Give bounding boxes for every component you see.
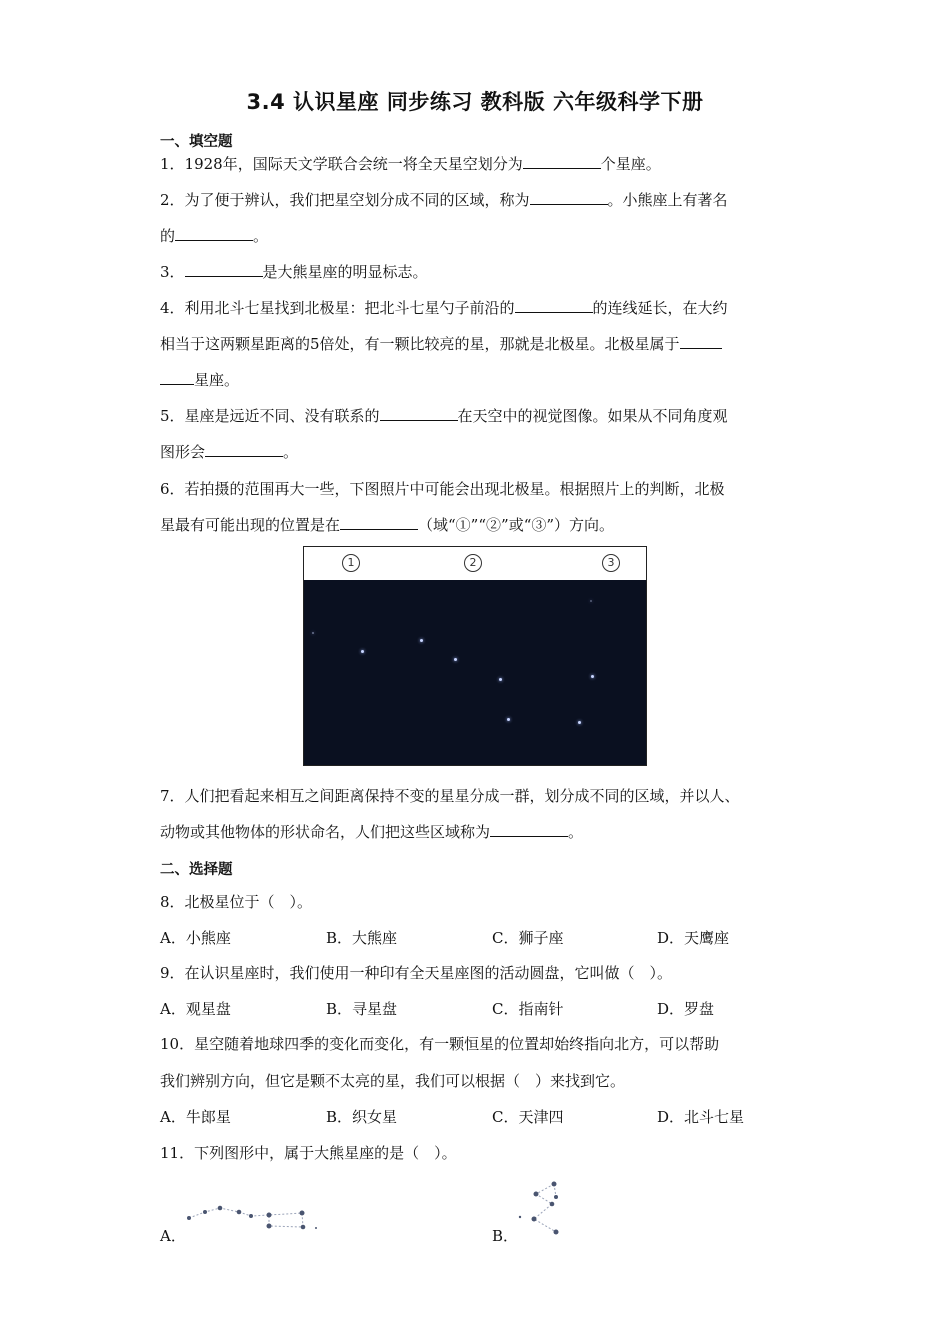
star	[203, 1210, 207, 1214]
star	[249, 1214, 253, 1218]
q10-option-c[interactable]: C．天津四	[492, 1108, 564, 1126]
q10-option-b[interactable]: B．织女星	[326, 1108, 398, 1126]
question-2: 2．为了便于辨认，我们把星空划分成不同的区域，称为 。小熊座上有著名	[160, 191, 728, 209]
star	[499, 678, 502, 681]
star	[454, 658, 457, 661]
star	[534, 1192, 539, 1197]
star	[552, 1182, 557, 1187]
star	[420, 639, 423, 642]
star	[237, 1210, 242, 1215]
answer-blank[interactable]	[490, 821, 568, 837]
q8-option-a[interactable]: A．小熊座	[160, 929, 231, 947]
answer-blank[interactable]	[515, 297, 593, 313]
region-marker-3: 3	[602, 554, 620, 572]
question-9: 9．在认识星座时，我们使用一种印有全天星座图的活动圆盘，它叫做（ ）。	[160, 964, 673, 982]
question-11: 11．下列图形中，属于大熊星座的是（ ）。	[160, 1144, 457, 1162]
constellation-a-image[interactable]	[183, 1198, 323, 1234]
question-3: 3． 是大熊星座的明显标志。	[160, 263, 428, 281]
star	[267, 1213, 272, 1218]
star	[315, 1227, 317, 1229]
question-7: 7．人们把看起来相互之间距离保持不变的星星分成一群，划分成不同的区域，并以人、	[160, 787, 740, 805]
answer-blank[interactable]	[380, 405, 458, 421]
answer-blank-continued[interactable]	[160, 369, 194, 385]
star	[519, 1216, 521, 1218]
star	[312, 632, 314, 634]
star	[590, 600, 592, 602]
answer-blank[interactable]	[175, 225, 253, 241]
question-1: 1．1928年，国际天文学联合会统一将全天星空划分为 个星座。	[160, 155, 661, 173]
question-4-line-3: 星座。	[160, 369, 239, 390]
q9-option-d[interactable]: D．罗盘	[657, 1000, 715, 1018]
star	[532, 1217, 537, 1222]
q8-option-b[interactable]: B．大熊座	[326, 929, 398, 947]
question-10: 10．星空随着地球四季的变化而变化，有一颗恒星的位置却始终指向北方，可以帮助	[160, 1035, 720, 1053]
page-title: 3.4 认识星座 同步练习 教科版 六年级科学下册	[246, 90, 704, 114]
star	[267, 1224, 272, 1229]
star	[507, 718, 510, 721]
question-10-line-2: 我们辨别方向，但它是颗不太亮的星，我们可以根据（ ）来找到它。	[160, 1072, 626, 1090]
star	[554, 1195, 558, 1199]
q9-option-b[interactable]: B．寻星盘	[326, 1000, 398, 1018]
q10-option-a[interactable]: A．牛郎星	[160, 1108, 231, 1126]
question-8: 8．北极星位于（ ）。	[160, 893, 313, 911]
q10-option-d[interactable]: D．北斗七星	[657, 1108, 745, 1126]
question-2-line-2: 的 。	[160, 227, 269, 245]
question-4-line-2: 相当于这两颗星距离的5倍处，有一颗比较亮的星，那就是北极星。北极星属于	[160, 333, 722, 354]
answer-blank[interactable]	[530, 189, 608, 205]
star	[218, 1206, 223, 1211]
q9-option-c[interactable]: C．指南针	[492, 1000, 564, 1018]
star	[300, 1211, 305, 1216]
q8-option-c[interactable]: C．狮子座	[492, 929, 564, 947]
answer-blank[interactable]	[185, 261, 263, 277]
star	[301, 1225, 306, 1230]
region-marker-2: 2	[464, 554, 482, 572]
answer-blank[interactable]	[680, 333, 722, 349]
q11-option-a-label[interactable]: A．	[160, 1227, 186, 1245]
question-7-line-2: 动物或其他物体的形状命名，人们把这些区域称为 。	[160, 823, 584, 841]
answer-blank[interactable]	[523, 153, 601, 169]
question-6-line-2: 星最有可能出现的位置是在 （域“①”“②”或“③”）方向。	[160, 516, 615, 534]
question-5: 5．星座是远近不同、没有联系的 在天空中的视觉图像。如果从不同角度观	[160, 407, 728, 425]
region-marker-1: 1	[342, 554, 360, 572]
q8-option-d[interactable]: D．天鹰座	[657, 929, 730, 947]
answer-blank[interactable]	[340, 514, 418, 530]
star	[361, 650, 364, 653]
star	[578, 721, 581, 724]
q11-option-b-label[interactable]: B．	[492, 1227, 519, 1245]
answer-blank[interactable]	[205, 441, 283, 457]
section-choice-heading: 二、选择题	[160, 862, 233, 878]
constellation-b-image[interactable]	[512, 1177, 572, 1239]
night-sky-photo	[303, 546, 647, 766]
section-fill-heading: 一、填空题	[160, 134, 233, 150]
star	[187, 1216, 191, 1220]
question-4: 4．利用北斗七星找到北极星：把北斗七星勺子前沿的 的连线延长，在大约	[160, 299, 728, 317]
question-5-line-2: 图形会 。	[160, 443, 299, 461]
star	[550, 1202, 555, 1207]
sky-area	[304, 580, 646, 765]
star	[591, 675, 594, 678]
star	[554, 1230, 559, 1235]
q9-option-a[interactable]: A．观星盘	[160, 1000, 231, 1018]
question-6: 6．若拍摄的范围再大一些，下图照片中可能会出现北极星。根据照片上的判断，北极	[160, 480, 725, 498]
